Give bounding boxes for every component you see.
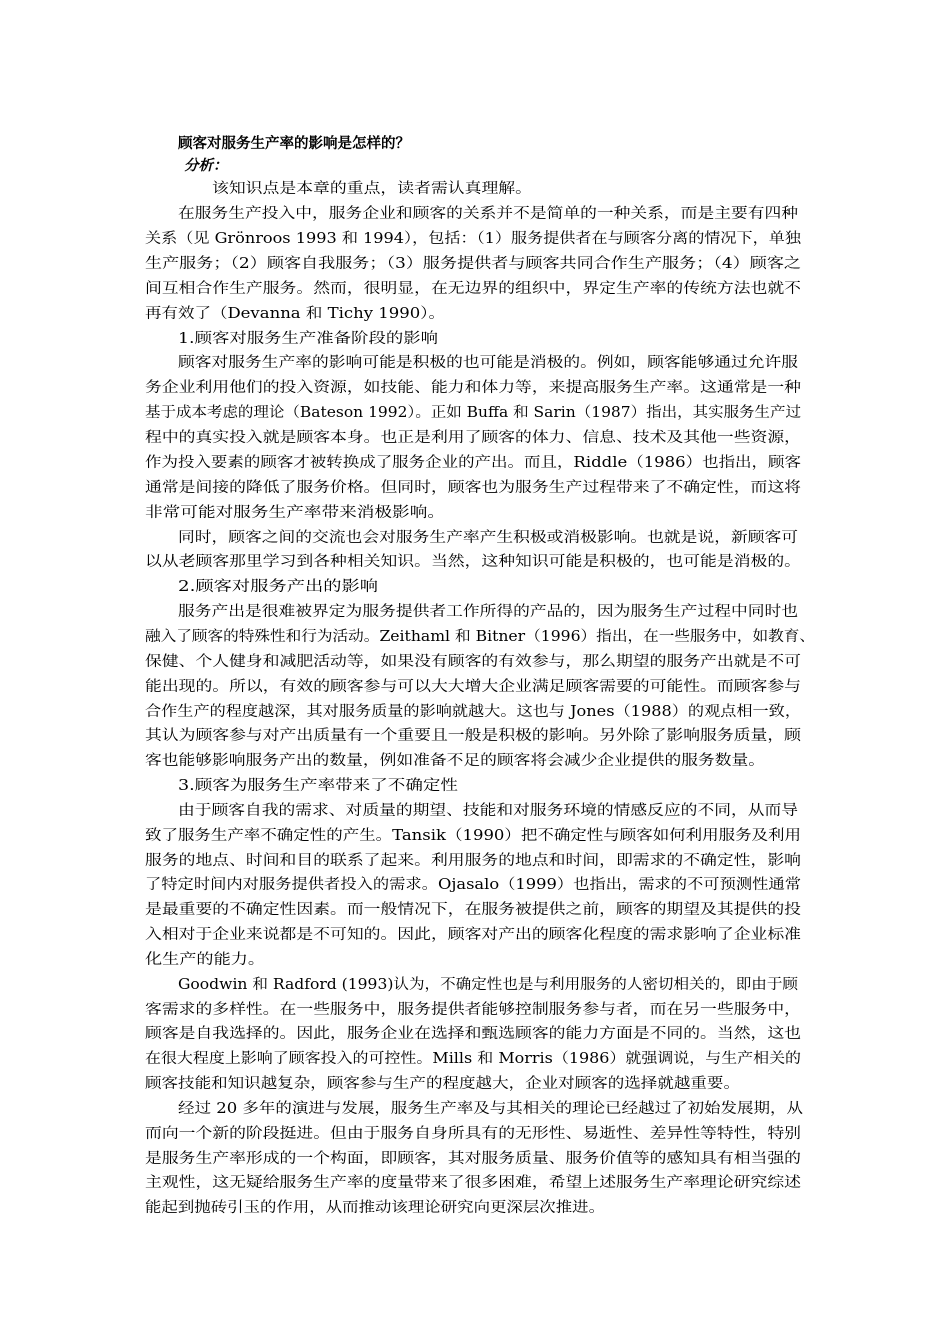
section-heading-3: 3.顾客为服务生产率带来了不确定性 <box>178 778 458 794</box>
paragraph-line: 了特定时间内对服务提供者投入的需求。Ojasalo（1999）也指出，需求的不可预测性通常 <box>145 877 801 893</box>
paragraph-line: 能起到抛砖引玉的作用，从而推动该理论研究向更深层次推进。 <box>145 1200 605 1216</box>
paragraph-line: 通常是间接的降低了服务价格。但同时，顾客也为服务生产过程带来了不确定性，而这将 <box>145 480 801 496</box>
paragraph-line: 关系（见 Grönroos 1993 和 1994），包括：（1）服务提供者在与顾客分离的情况下，单独 <box>145 231 801 247</box>
paragraph-line: 由于顾客自我的需求、对质量的期望、技能和对服务环境的情感反应的不同，从而导 <box>178 803 798 819</box>
paragraph-line: 务企业利用他们的投入资源，如技能、能力和体力等，来提高服务生产率。这通常是一种 <box>145 380 801 396</box>
intro-line: 该知识点是本章的重点，读者需认真理解。 <box>212 181 532 197</box>
paragraph-line: 其认为顾客参与对产出质量有一个重要且一般是积极的影响。另外除了影响服务质量，顾 <box>145 728 801 744</box>
paragraph-line: 程中的真实投入就是顾客本身。也正是利用了顾客的体力、信息、技术及其他一些资源， <box>145 430 801 446</box>
paragraph-line: 致了服务生产率不确定性的产生。Tansik（1990）把不确定性与顾客如何利用服务及利用 <box>145 828 801 844</box>
paragraph-line: 非常可能对服务生产率带来消极影响。 <box>145 505 445 521</box>
paragraph-line: 主观性，这无疑给服务生产率的度量带来了很多困难，希望上述服务生产率理论研究综述 <box>145 1175 801 1191</box>
paragraph-line: 在很大程度上影响了顾客投入的可控性。Mills 和 Morris（1986）就强调说，与生产相关的 <box>145 1051 802 1067</box>
paragraph-line: 融入了顾客的特殊性和行为活动。Zeithaml 和 Bitner（1996）指出，在一些服务中，如教育、 <box>145 629 816 645</box>
paragraph-line: 客需求的多样性。在一些服务中，服务提供者能够控制服务参与者，而在另一些服务中， <box>145 1002 801 1018</box>
paragraph-line: 是服务生产率形成的一个构面，即顾客，其对服务质量、服务价值等的感知具有相当强的 <box>145 1151 801 1167</box>
analysis-label: 分析： <box>184 157 228 174</box>
paragraph-line: 保健、个人健身和减肥活动等，如果没有顾客的有效参与，那么期望的服务产出就是不可 <box>145 654 801 670</box>
paragraph-line: 合作生产的程度越深，其对服务质量的影响就越大。这也与 Jones（1988）的观点相一致， <box>145 704 802 720</box>
paragraph-line: 化生产的能力。 <box>145 952 266 968</box>
paragraph-line: 间互相合作生产服务。然而，很明显，在无边界的组织中，界定生产率的传统方法也就不 <box>145 281 801 297</box>
paragraph-line: 基于成本考虑的理论（Bateson 1992）。正如 Buffa 和 Sarin（1987）指出，其实服务生产过 <box>145 405 802 421</box>
paragraph-line: 顾客技能和知识越复杂，顾客参与生产的程度越大，企业对顾客的选择就越重要。 <box>145 1076 740 1092</box>
paragraph-line: 服务的地点、时间和目的联系了起来。利用服务的地点和时间，即需求的不确定性，影响 <box>145 853 801 869</box>
paragraph-line: 能出现的。所以，有效的顾客参与可以大大增大企业满足顾客需要的可能性。而顾客参与 <box>145 679 801 695</box>
paragraph-line: 服务产出是很难被界定为服务提供者工作所得的产品的，因为服务生产过程中同时也 <box>178 604 798 620</box>
paragraph-line: 作为投入要素的顾客才被转换成了服务企业的产出。而且，Riddle（1986）也指出，顾客 <box>145 455 801 471</box>
section-heading-2: 2.顾客对服务产出的影响 <box>178 579 379 595</box>
paragraph-line: 在服务生产投入中，服务企业和顾客的关系并不是简单的一种关系，而是主要有四种 <box>178 206 798 222</box>
question-title: 顾客对服务生产率的影响是怎样的？ <box>178 136 410 152</box>
paragraph-line: 而向一个新的阶段挺进。但由于服务自身所具有的无形性、易逝性、差异性等特性，特别 <box>145 1126 801 1142</box>
paragraph-line: 经过 20 多年的演进与发展，服务生产率及与其相关的理论已经越过了初始发展期，从 <box>178 1101 803 1117</box>
paragraph-line: Goodwin 和 Radford (1993)认为，不确定性也是与利用服务的人密切相关的，即由于顾 <box>178 977 798 993</box>
paragraph-line: 以从老顾客那里学习到各种相关知识。当然，这种知识可能是积极的，也可能是消极的。 <box>145 554 801 570</box>
paragraph-line: 入相对于企业来说都是不可知的。因此，顾客对产出的顾客化程度的需求影响了企业标准 <box>145 927 801 943</box>
paragraph-line: 同时，顾客之间的交流也会对服务生产率产生积极或消极影响。也就是说，新顾客可 <box>178 530 798 546</box>
paragraph-line: 顾客是自我选择的。因此，服务企业在选择和甄选顾客的能力方面是不同的。当然，这也 <box>145 1026 801 1042</box>
paragraph-line: 顾客对服务生产率的影响可能是积极的也可能是消极的。例如，顾客能够通过允许服 <box>178 355 798 371</box>
section-heading-1: 1.顾客对服务生产准备阶段的影响 <box>178 331 438 347</box>
paragraph-line: 是最重要的不确定性因素。而一般情况下，在服务被提供之前，顾客的期望及其提供的投 <box>145 902 801 918</box>
paragraph-line: 客也能够影响服务产出的数量，例如准备不足的顾客将会减少企业提供的服务数量。 <box>145 753 765 769</box>
paragraph-line: 再有效了（Devanna 和 Tichy 1990）。 <box>145 306 446 322</box>
paragraph-line: 生产服务；（2）顾客自我服务；（3）服务提供者与顾客共同合作生产服务；（4）顾客之 <box>145 256 802 272</box>
